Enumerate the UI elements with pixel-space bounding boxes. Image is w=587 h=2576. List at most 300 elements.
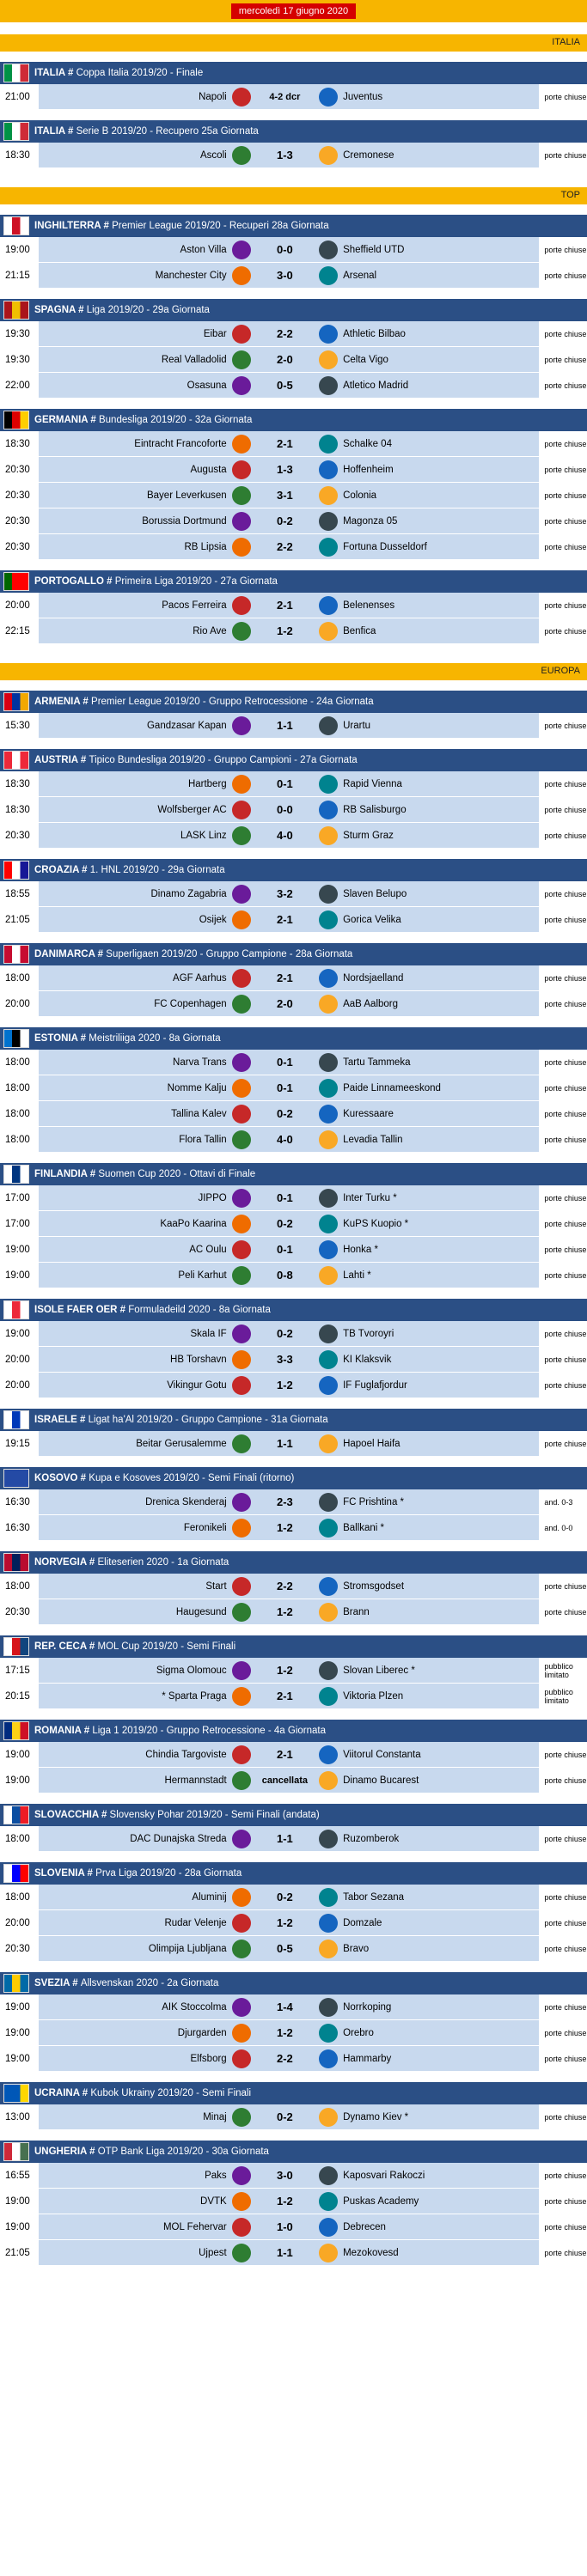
match-row[interactable] — [0, 1658, 587, 1684]
match-row[interactable] — [0, 1768, 587, 1793]
match-score: 2-2 — [276, 1580, 293, 1592]
away-team-logo-icon — [319, 1687, 338, 1706]
league-name: Bundesliga 2019/20 - 32a Giornata — [98, 415, 253, 425]
away-team[interactable]: Urartu — [343, 720, 371, 731]
home-team[interactable]: Haugesund — [175, 1606, 227, 1617]
home-team[interactable]: Pacos Ferreira — [162, 600, 227, 611]
match-time: 20:30 — [5, 516, 30, 527]
home-team[interactable]: DAC Dunajska Streda — [130, 1833, 227, 1844]
competition-header[interactable] — [0, 1299, 587, 1321]
away-team[interactable]: Dinamo Bucarest — [343, 1775, 419, 1786]
home-team[interactable]: Feronikeli — [183, 1522, 227, 1533]
match-note: porte chiuse — [544, 1608, 587, 1617]
match-score: 2-2 — [276, 540, 293, 553]
away-team-logo-icon — [319, 826, 338, 845]
away-team-logo-icon — [319, 1053, 338, 1072]
away-team[interactable]: Levadia Tallin — [343, 1134, 403, 1145]
match-body — [39, 1574, 539, 1599]
competition-header[interactable] — [0, 1409, 587, 1431]
match-row[interactable] — [0, 823, 587, 849]
country-flag-icon — [3, 64, 29, 82]
home-team[interactable]: Flora Tallin — [179, 1134, 227, 1145]
country-flag-icon — [3, 572, 29, 591]
match-row[interactable] — [0, 431, 587, 457]
home-team[interactable]: Nomme Kalju — [167, 1082, 227, 1093]
match-score: 1-4 — [276, 2001, 293, 2013]
away-team[interactable]: Dynamo Kiev * — [343, 2111, 409, 2122]
match-row[interactable] — [0, 1936, 587, 1962]
away-team[interactable]: Arsenal — [343, 270, 377, 281]
competition-block — [0, 120, 587, 168]
match-row[interactable] — [0, 1101, 587, 1127]
match-row[interactable] — [0, 771, 587, 797]
country-flag-icon — [3, 945, 29, 964]
home-team-logo-icon — [232, 486, 251, 505]
match-row[interactable] — [0, 1237, 587, 1263]
competition-header[interactable] — [0, 1972, 587, 1994]
match-time: 18:00 — [5, 973, 30, 984]
home-team-logo-icon — [232, 88, 251, 107]
home-team[interactable]: Ascoli — [200, 149, 227, 161]
home-team-logo-icon — [232, 460, 251, 479]
home-team[interactable]: * Sparta Praga — [162, 1690, 227, 1702]
competition-header[interactable] — [0, 570, 587, 593]
away-team-logo-icon — [319, 350, 338, 369]
away-team-logo-icon — [319, 1771, 338, 1790]
home-team-logo-icon — [232, 1189, 251, 1208]
date-label: mercoledì 17 giugno 2020 — [231, 3, 356, 19]
away-team[interactable]: Sturm Graz — [343, 830, 394, 841]
away-team[interactable]: Brann — [343, 1606, 370, 1617]
match-row[interactable] — [0, 2020, 587, 2046]
away-team-logo-icon — [319, 486, 338, 505]
away-team[interactable]: Honka * — [343, 1244, 378, 1255]
competition-header[interactable] — [0, 691, 587, 713]
away-team[interactable]: Rapid Vienna — [343, 778, 402, 789]
match-row[interactable] — [0, 797, 587, 823]
home-team[interactable]: JIPPO — [198, 1192, 227, 1203]
home-team[interactable]: Ujpest — [199, 2247, 227, 2258]
match-time: 20:00 — [5, 1355, 30, 1365]
match-body — [39, 2240, 539, 2266]
match-body — [39, 431, 539, 457]
match-row[interactable] — [0, 1574, 587, 1599]
away-team[interactable]: RB Salisburgo — [343, 804, 407, 815]
match-score: 1-2 — [276, 1605, 293, 1618]
competition-header[interactable] — [0, 2141, 587, 2163]
home-team[interactable]: HB Torshavn — [170, 1354, 227, 1365]
section-label: ITALIA — [552, 37, 580, 47]
away-team[interactable]: Magonza 05 — [343, 515, 398, 527]
competition-title — [34, 1641, 235, 1652]
away-team-logo-icon — [319, 1519, 338, 1538]
away-team[interactable]: Puskas Academy — [343, 2195, 419, 2207]
match-row[interactable] — [0, 1431, 587, 1457]
home-team-logo-icon — [232, 969, 251, 988]
match-body — [39, 797, 539, 823]
competition-header[interactable] — [0, 1804, 587, 1826]
home-team-logo-icon — [232, 2049, 251, 2068]
away-team-logo-icon — [319, 910, 338, 929]
competition-header[interactable] — [0, 409, 587, 431]
away-team[interactable]: Mezokovesd — [343, 2247, 399, 2258]
away-team-logo-icon — [319, 1105, 338, 1124]
match-time: 19:00 — [5, 1329, 30, 1339]
away-team[interactable]: Hammarby — [343, 2053, 392, 2064]
competition-title — [34, 1978, 218, 1988]
away-team[interactable]: Norrkoping — [343, 2001, 392, 2013]
match-row[interactable] — [0, 965, 587, 991]
home-team[interactable]: Tallina Kalev — [171, 1108, 227, 1119]
away-team-logo-icon — [319, 241, 338, 259]
home-team[interactable]: AC Oulu — [189, 1244, 227, 1255]
home-team[interactable]: Borussia Dortmund — [142, 515, 227, 527]
away-team[interactable]: Schalke 04 — [343, 438, 392, 449]
away-team[interactable]: Hoffenheim — [343, 464, 394, 475]
home-team[interactable]: Hermannstadt — [164, 1775, 227, 1786]
away-team[interactable]: Ruzomberok — [343, 1833, 400, 1844]
match-body — [39, 1347, 539, 1373]
home-team[interactable]: MOL Fehervar — [162, 2221, 227, 2232]
match-note: porte chiuse — [544, 1058, 587, 1067]
home-team[interactable]: KaaPo Kaarina — [160, 1218, 227, 1229]
away-team[interactable]: Colonia — [343, 490, 377, 501]
match-row[interactable] — [0, 2214, 587, 2240]
away-team[interactable]: Kuressaare — [343, 1108, 394, 1119]
away-team-logo-icon — [319, 2108, 338, 2127]
match-body — [39, 991, 539, 1017]
match-score: 0-1 — [276, 1191, 293, 1204]
away-team[interactable]: Ballkani * — [343, 1522, 385, 1533]
match-row[interactable] — [0, 2046, 587, 2072]
competition-header[interactable] — [0, 859, 587, 881]
competition-header[interactable] — [0, 1635, 587, 1658]
home-team[interactable]: Wolfsberger AC — [157, 804, 227, 815]
competition-header[interactable] — [0, 2082, 587, 2104]
home-team[interactable]: AIK Stoccolma — [162, 2001, 227, 2013]
home-team[interactable]: Rudar Velenje — [164, 1917, 227, 1928]
away-team[interactable]: Viitorul Constanta — [343, 1749, 421, 1760]
match-row[interactable] — [0, 237, 587, 263]
away-team[interactable]: KI Klaksvik — [343, 1354, 392, 1365]
match-row[interactable] — [0, 1515, 587, 1541]
competition-header[interactable] — [0, 1027, 587, 1050]
away-team-logo-icon — [319, 2192, 338, 2211]
home-team[interactable]: Djurgarden — [177, 2027, 227, 2038]
match-body — [39, 907, 539, 933]
match-score: 1-2 — [276, 1916, 293, 1929]
competition-header[interactable] — [0, 120, 587, 143]
home-team[interactable]: Manchester City — [155, 270, 227, 281]
competition-title — [34, 221, 329, 231]
away-team[interactable]: Orebro — [343, 2027, 374, 2038]
home-team[interactable]: Paks — [205, 2170, 227, 2181]
competition-header[interactable] — [0, 299, 587, 321]
away-team[interactable]: Domzale — [343, 1917, 382, 1928]
home-team[interactable]: LASK Linz — [180, 830, 227, 841]
away-team[interactable]: Fortuna Dusseldorf — [343, 541, 427, 552]
home-team[interactable]: Skala IF — [190, 1328, 227, 1339]
home-team[interactable]: Sigma Olomouc — [156, 1665, 227, 1676]
home-team[interactable]: Vikingur Gotu — [167, 1379, 227, 1391]
match-row[interactable] — [0, 1742, 587, 1768]
competition-title — [34, 576, 278, 587]
home-team[interactable]: Osijek — [199, 914, 227, 925]
competition-header[interactable] — [0, 62, 587, 84]
away-team[interactable]: Athletic Bilbao — [343, 328, 406, 339]
away-team[interactable]: Nordsjaelland — [343, 972, 404, 984]
match-time: 17:00 — [5, 1193, 30, 1203]
match-row[interactable] — [0, 1263, 587, 1288]
home-team[interactable]: FC Copenhagen — [154, 998, 227, 1009]
away-team[interactable]: Stromsgodset — [343, 1580, 405, 1592]
away-team[interactable]: IF Fuglafjordur — [343, 1379, 407, 1391]
match-row[interactable] — [0, 1684, 587, 1709]
match-row[interactable] — [0, 2240, 587, 2266]
home-team[interactable]: Dinamo Zagabria — [150, 888, 227, 899]
away-team[interactable]: FC Prishtina * — [343, 1496, 405, 1507]
competition-header[interactable] — [0, 749, 587, 771]
match-row[interactable] — [0, 509, 587, 534]
competition-header[interactable] — [0, 943, 587, 965]
home-team-logo-icon — [232, 2244, 251, 2262]
match-row[interactable] — [0, 2104, 587, 2130]
home-team[interactable]: Real Valladolid — [161, 354, 227, 365]
away-team[interactable]: Bravo — [343, 1943, 370, 1954]
match-row[interactable] — [0, 1599, 587, 1625]
competition-block — [0, 1467, 587, 1541]
match-score: 2-1 — [276, 437, 293, 450]
home-team[interactable]: Chindia Targoviste — [145, 1749, 227, 1760]
country-name: NORVEGIA # — [34, 1557, 98, 1568]
country-name: ITALIA # — [34, 126, 76, 137]
away-team-logo-icon — [319, 1940, 338, 1958]
away-team[interactable]: TB Tvoroyri — [343, 1328, 394, 1339]
match-row[interactable] — [0, 347, 587, 373]
away-team[interactable]: Hapoel Haifa — [343, 1438, 401, 1449]
match-row[interactable] — [0, 1826, 587, 1852]
match-note: porte chiuse — [544, 1835, 587, 1843]
country-name: SLOVACCHIA # — [34, 1810, 110, 1820]
home-team[interactable]: Napoli — [199, 91, 227, 102]
match-row[interactable] — [0, 1211, 587, 1237]
match-time: 19:00 — [5, 2222, 30, 2232]
away-team[interactable]: Gorica Velika — [343, 914, 401, 925]
away-team[interactable]: Paide Linnameeskond — [343, 1082, 441, 1093]
league-name: Kubok Ukrainy 2019/20 - Semi Finali — [90, 2088, 252, 2098]
away-team[interactable]: AaB Aalborg — [343, 998, 399, 1009]
match-row[interactable] — [0, 1994, 587, 2020]
away-team[interactable]: Tabor Sezana — [343, 1891, 405, 1903]
away-team-logo-icon — [319, 435, 338, 454]
match-time: 21:00 — [5, 92, 30, 102]
competition-header[interactable] — [0, 1163, 587, 1185]
match-body — [39, 143, 539, 168]
home-team[interactable]: Peli Karhut — [178, 1270, 227, 1281]
match-body — [39, 2046, 539, 2072]
match-note: porte chiuse — [544, 1245, 587, 1254]
match-time: 20:00 — [5, 999, 30, 1009]
match-note: porte chiuse — [544, 1440, 587, 1448]
match-score: 1-1 — [276, 719, 293, 732]
home-team[interactable]: Start — [205, 1580, 227, 1592]
section-header — [0, 187, 587, 204]
match-row[interactable] — [0, 1910, 587, 1936]
match-row[interactable] — [0, 483, 587, 509]
away-team[interactable]: Inter Turku * — [343, 1192, 397, 1203]
home-team[interactable]: Bayer Leverkusen — [146, 490, 227, 501]
match-note: porte chiuse — [544, 517, 587, 526]
away-team[interactable]: Slovan Liberec * — [343, 1665, 415, 1676]
home-team[interactable]: RB Lipsia — [184, 541, 227, 552]
match-time: 16:30 — [5, 1523, 30, 1533]
home-team-logo-icon — [232, 910, 251, 929]
home-team-logo-icon — [232, 2108, 251, 2127]
match-row[interactable] — [0, 618, 587, 644]
away-team[interactable]: Lahti * — [343, 1270, 371, 1281]
competition-header[interactable] — [0, 1551, 587, 1574]
home-team-logo-icon — [232, 716, 251, 735]
match-score: 1-2 — [276, 2195, 293, 2208]
home-team[interactable]: Eintracht Francoforte — [134, 438, 227, 449]
home-team-logo-icon — [232, 1325, 251, 1343]
competition-header[interactable] — [0, 1862, 587, 1885]
match-time: 18:55 — [5, 889, 30, 899]
away-team[interactable]: Cremonese — [343, 149, 394, 161]
home-team[interactable]: Olimpija Ljubljana — [148, 1943, 227, 1954]
match-row[interactable] — [0, 1885, 587, 1910]
match-row[interactable] — [0, 1489, 587, 1515]
competition-title — [34, 68, 203, 78]
away-team[interactable]: Celta Vigo — [343, 354, 388, 365]
home-team[interactable]: DVTK — [200, 2195, 227, 2207]
home-team[interactable]: Minaj — [203, 2111, 227, 2122]
home-team[interactable]: Beitar Gerusalemme — [136, 1438, 227, 1449]
home-team-logo-icon — [232, 801, 251, 819]
home-team[interactable]: Drenica Skenderaj — [145, 1496, 227, 1507]
league-name: Coppa Italia 2019/20 - Finale — [76, 68, 204, 78]
away-team[interactable]: Sheffield UTD — [343, 244, 405, 255]
home-team[interactable]: AGF Aarhus — [173, 972, 227, 984]
match-body — [39, 1826, 539, 1852]
match-row[interactable] — [0, 263, 587, 289]
match-row[interactable] — [0, 1050, 587, 1075]
country-flag-icon — [3, 411, 29, 429]
match-row[interactable] — [0, 373, 587, 399]
home-team-logo-icon — [232, 885, 251, 904]
match-row[interactable] — [0, 1347, 587, 1373]
home-team[interactable]: Aston Villa — [180, 244, 227, 255]
match-row[interactable] — [0, 1127, 587, 1153]
match-note: porte chiuse — [544, 1381, 587, 1390]
match-row[interactable] — [0, 457, 587, 483]
away-team[interactable]: KuPS Kuopio * — [343, 1218, 409, 1229]
match-row[interactable] — [0, 2163, 587, 2189]
competition-block — [0, 1163, 587, 1288]
competition-block — [0, 2082, 587, 2130]
home-team[interactable]: Osasuna — [186, 380, 227, 391]
match-row[interactable] — [0, 1075, 587, 1101]
competition-header[interactable] — [0, 215, 587, 237]
away-team-logo-icon — [319, 1266, 338, 1285]
away-team[interactable]: Tartu Tammeka — [343, 1057, 411, 1068]
home-team[interactable]: Elfsborg — [190, 2053, 227, 2064]
match-row[interactable] — [0, 991, 587, 1017]
away-team[interactable]: Kaposvari Rakoczi — [343, 2170, 425, 2181]
competition-header[interactable] — [0, 1467, 587, 1489]
away-team[interactable]: Atletico Madrid — [343, 380, 409, 391]
home-team-logo-icon — [232, 1519, 251, 1538]
home-team-logo-icon — [232, 1079, 251, 1098]
match-row[interactable] — [0, 593, 587, 618]
country-flag-icon — [3, 751, 29, 770]
match-row[interactable] — [0, 84, 587, 110]
match-note: porte chiuse — [544, 1000, 587, 1008]
match-row[interactable] — [0, 907, 587, 933]
home-team[interactable]: Augusta — [190, 464, 227, 475]
match-row[interactable] — [0, 881, 587, 907]
competition-title — [34, 1033, 221, 1044]
home-team[interactable]: Hartberg — [187, 778, 227, 789]
match-note: porte chiuse — [544, 2171, 587, 2180]
away-team-logo-icon — [319, 1745, 338, 1764]
match-score: 0-1 — [276, 1243, 293, 1256]
home-team[interactable]: Narva Trans — [173, 1057, 227, 1068]
away-team-logo-icon — [319, 1350, 338, 1369]
match-row[interactable] — [0, 1373, 587, 1398]
match-row[interactable] — [0, 534, 587, 560]
home-team[interactable]: Gandzasar Kapan — [146, 720, 227, 731]
match-row[interactable] — [0, 1185, 587, 1211]
match-note: porte chiuse — [544, 1220, 587, 1228]
competition-title — [34, 2147, 269, 2157]
home-team[interactable]: Rio Ave — [193, 625, 227, 636]
country-name: SLOVENIA # — [34, 1868, 96, 1879]
match-row[interactable] — [0, 143, 587, 168]
country-flag-icon — [3, 1300, 29, 1319]
away-team[interactable]: Viktoria Plzen — [343, 1690, 404, 1702]
match-row[interactable] — [0, 1321, 587, 1347]
away-team[interactable]: Benfica — [343, 625, 376, 636]
away-team[interactable]: Debrecen — [343, 2221, 386, 2232]
match-note: porte chiuse — [544, 890, 587, 898]
competition-header[interactable] — [0, 1720, 587, 1742]
match-note: porte chiuse — [544, 1776, 587, 1785]
match-row[interactable] — [0, 2189, 587, 2214]
league-name: Suomen Cup 2020 - Ottavi di Finale — [98, 1169, 256, 1179]
country-name: SVEZIA # — [34, 1978, 81, 1988]
match-body — [39, 1211, 539, 1237]
away-team-logo-icon — [319, 266, 338, 285]
match-note: porte chiuse — [544, 806, 587, 814]
away-team[interactable]: Belenenses — [343, 600, 395, 611]
country-name: ISOLE FAER OER # — [34, 1305, 129, 1315]
home-team-logo-icon — [232, 775, 251, 794]
home-team-logo-icon — [232, 1914, 251, 1933]
home-team[interactable]: Aluminij — [192, 1891, 227, 1903]
match-time: 19:00 — [5, 2196, 30, 2207]
away-team[interactable]: Slaven Belupo — [343, 888, 407, 899]
match-time: 21:15 — [5, 271, 30, 281]
country-name: KOSOVO # — [34, 1473, 89, 1483]
match-note: pubblico limitato — [544, 1662, 573, 1679]
home-team[interactable]: Eibar — [203, 328, 227, 339]
away-team[interactable]: Juventus — [343, 91, 383, 102]
match-row[interactable] — [0, 713, 587, 739]
match-time: 18:30 — [5, 805, 30, 815]
country-name: ISRAELE # — [34, 1415, 89, 1425]
match-row[interactable] — [0, 321, 587, 347]
